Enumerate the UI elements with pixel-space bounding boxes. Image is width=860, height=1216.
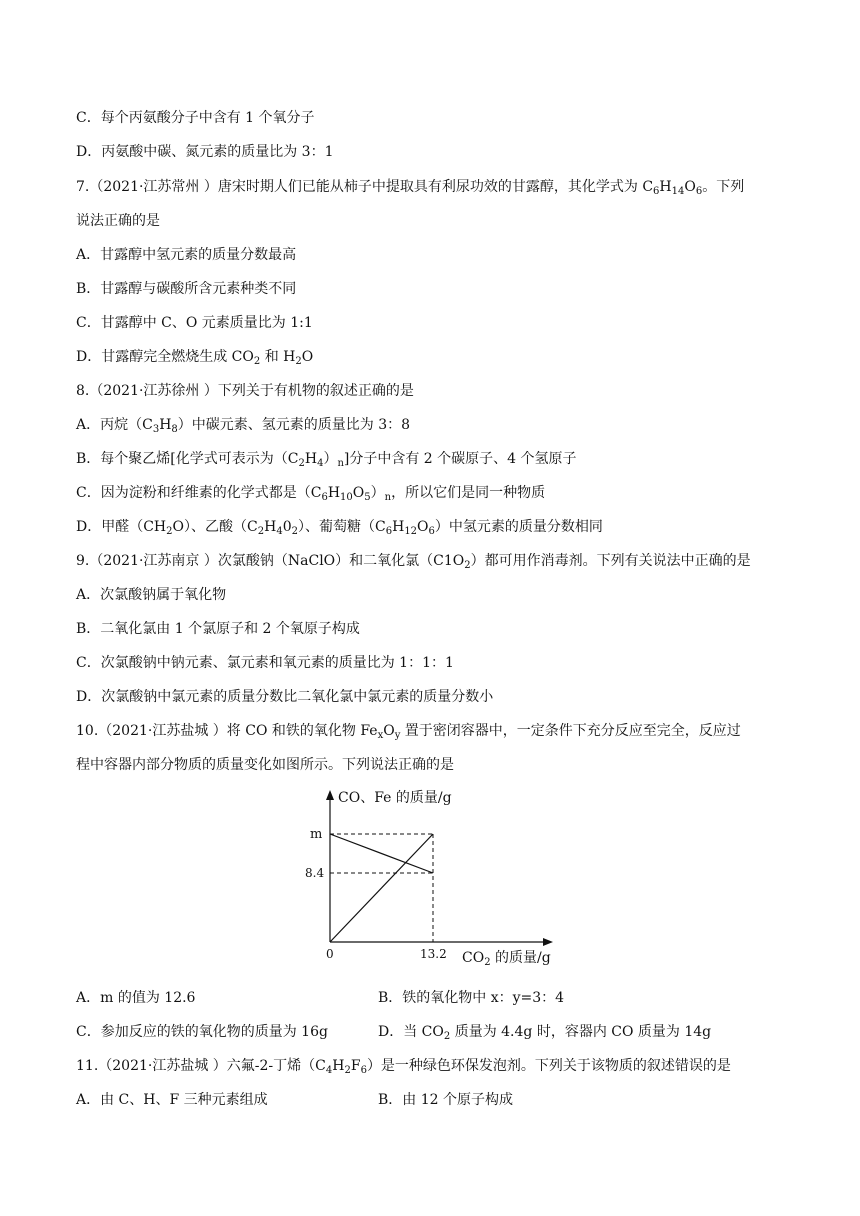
co-mass-line xyxy=(330,834,433,873)
q7-stem xyxy=(76,177,744,197)
subscript: y xyxy=(394,730,401,741)
text-run: 。下列 xyxy=(702,179,745,195)
q10-option-c xyxy=(76,1022,328,1042)
subscript: 12 xyxy=(404,526,418,537)
text-run: 程中容器内部分物质的质量变化如图所示。下列说法正确的是 xyxy=(76,757,454,773)
q10-option-b xyxy=(378,988,564,1008)
text-run: 和 H xyxy=(260,349,296,365)
q9-option-c xyxy=(76,653,454,673)
q11-stem xyxy=(76,1056,731,1076)
text-run: D．次氯酸钠中氯元素的质量分数比二氧化氯中氯元素的质量分数小 xyxy=(76,689,494,705)
text-run: H xyxy=(327,485,341,501)
y-axis-label: CO、Fe 的质量/g xyxy=(338,790,452,806)
q7-option-b xyxy=(76,279,296,299)
text-run: 9.（2021·江苏南京 ）次氯酸钠（NaClO）和二氧化氯（C1O xyxy=(76,553,465,569)
q11-option-a xyxy=(76,1090,268,1110)
subscript: 2 xyxy=(464,560,471,571)
subscript: 2 xyxy=(291,526,298,537)
text-run: ，所以它们是同一种物质 xyxy=(391,485,546,501)
text-run: H xyxy=(304,451,318,467)
q8-stem xyxy=(76,381,414,401)
text-run: 质量为 4.4g 时，容器内 CO 质量为 14g xyxy=(450,1024,712,1040)
text-run: A．m 的值为 12.6 xyxy=(76,990,196,1006)
subscript: n xyxy=(337,458,344,469)
q8-option-a xyxy=(76,415,410,435)
text-run: H xyxy=(159,417,172,433)
text-run: H xyxy=(264,519,277,535)
subscript: x xyxy=(377,730,384,741)
q8-option-b xyxy=(76,449,577,469)
q7-option-d xyxy=(76,347,313,367)
text-run: ） xyxy=(370,485,385,501)
q6-option-d xyxy=(76,142,334,162)
tick-13.2: 13.2 xyxy=(420,947,447,961)
text-run: ）中碳元素、氢元素的质量比为 3：8 xyxy=(177,417,411,433)
tick-8.4: 8.4 xyxy=(305,866,325,880)
fe-mass-line xyxy=(330,834,433,942)
subscript: 8 xyxy=(171,424,178,435)
text-run: F xyxy=(350,1058,361,1074)
q10-option-d xyxy=(378,1022,711,1042)
text-run: A．由 C、H、F 三种元素组成 xyxy=(76,1092,268,1108)
tick-m: m xyxy=(310,827,323,842)
subscript: 5 xyxy=(364,492,371,503)
text-run: A．次氯酸钠属于氧化物 xyxy=(76,587,227,603)
text-run: A．丙烷（C xyxy=(76,417,153,433)
subscript: 2 xyxy=(166,526,173,537)
x-axis-label: $CO_2$ 的质量/g xyxy=(462,950,551,968)
q10-option-a xyxy=(76,988,195,1008)
q11-option-b xyxy=(378,1090,513,1110)
subscript: 4 xyxy=(325,1065,333,1076)
text-run: ） xyxy=(323,451,338,467)
q9-option-d xyxy=(76,687,493,707)
subscript: 2 xyxy=(295,356,302,367)
q8-option-d xyxy=(76,517,603,537)
text-run: C．参加反应的铁的氧化物的质量为 16g xyxy=(76,1024,328,1040)
text-run: 置于密闭容器中，一定条件下充分反应至完全，反应过 xyxy=(400,723,741,739)
text-run: 0 xyxy=(282,519,292,535)
text-run: C．每个丙氨酸分子中含有 1 个氧分子 xyxy=(76,110,315,126)
text-run: O xyxy=(301,349,314,365)
subscript: 3 xyxy=(152,424,160,435)
subscript: n xyxy=(384,492,392,503)
subscript: 6 xyxy=(695,186,703,197)
x-axis-arrow xyxy=(543,938,553,946)
text-run: B．由 12 个原子构成 xyxy=(378,1092,514,1108)
text-run: D．丙氨酸中碳、氮元素的质量比为 3：1 xyxy=(76,144,334,160)
q7-option-c xyxy=(76,313,313,333)
origin-label: 0 xyxy=(326,947,334,961)
text-run: O xyxy=(352,485,365,501)
text-run: H xyxy=(332,1058,345,1074)
text-run: 7.（2021·江苏常州 ）唐宋时期人们已能从柿子中提取具有利尿功效的甘露醇，其化学式为 C xyxy=(76,179,654,195)
subscript: 2 xyxy=(253,356,261,367)
q9-option-b xyxy=(76,619,360,639)
subscript: 2 xyxy=(257,526,265,537)
subscript: 6 xyxy=(653,186,660,197)
text-run: O xyxy=(684,179,696,195)
text-run: B．铁的氧化物中 x：y=3：4 xyxy=(378,990,565,1006)
subscript: 6 xyxy=(321,492,328,503)
subscript: 4 xyxy=(317,458,324,469)
text-run: 说法正确的是 xyxy=(76,213,160,229)
text-run: O）、乙酸（C xyxy=(172,519,258,535)
subscript: 2 xyxy=(298,458,305,469)
y-axis-arrow xyxy=(326,790,334,800)
text-run: B．二氧化氯由 1 个氯原子和 2 个氧原子构成 xyxy=(76,621,360,637)
subscript: 10 xyxy=(340,492,353,503)
text-run: C．次氯酸钠中钠元素、氯元素和氧元素的质量比为 1：1：1 xyxy=(76,655,454,671)
text-run: A．甘露醇中氢元素的质量分数最高 xyxy=(76,247,297,263)
text-run: ）、葡萄糖（C xyxy=(298,519,386,535)
q6-option-c xyxy=(76,108,315,128)
text-run: C．因为淀粉和纤维素的化学式都是（C xyxy=(76,485,322,501)
text-run: ）是一种绿色环保发泡剂。下列关于该物质的叙述错误的是 xyxy=(366,1058,731,1074)
subscript: 6 xyxy=(360,1065,367,1076)
text-run: O xyxy=(417,519,429,535)
subscript: 4 xyxy=(276,526,283,537)
text-run: D．当 CO xyxy=(378,1024,444,1040)
q9-option-a xyxy=(76,585,226,605)
text-run: 11.（2021·江苏盐城 ）六氟-2-丁烯（C xyxy=(76,1058,326,1074)
text-run: ）都可用作消毒剂。下列有关说法中正确的是 xyxy=(470,553,751,569)
text-run: ）中氢元素的质量分数相同 xyxy=(434,519,603,535)
q10-stem xyxy=(76,721,741,741)
text-run: D．甲醛（CH xyxy=(76,519,167,535)
q7-option-a xyxy=(76,245,296,265)
text-run: 8.（2021·江苏徐州 ）下列关于有机物的叙述正确的是 xyxy=(76,383,414,399)
q10-figure xyxy=(300,782,570,972)
text-run: O xyxy=(383,723,395,739)
text-run: B．甘露醇与碳酸所含元素种类不同 xyxy=(76,281,297,297)
q9-stem xyxy=(76,551,751,571)
subscript: 6 xyxy=(428,526,435,537)
text-run: H xyxy=(392,519,405,535)
text-run: 10.（2021·江苏盐城 ）将 CO 和铁的氧化物 Fe xyxy=(76,723,378,739)
text-run: D．甘露醇完全燃烧生成 CO xyxy=(76,349,254,365)
text-run: H xyxy=(659,179,672,195)
subscript: 2 xyxy=(344,1065,351,1076)
text-run: B．每个聚乙烯[化学式可表示为（C xyxy=(76,451,299,467)
text-run: C．甘露醇中 C、O 元素质量比为 1:1 xyxy=(76,315,313,331)
subscript: 6 xyxy=(385,526,393,537)
q10-stem-cont xyxy=(76,755,454,775)
text-run: ]分子中含有 2 个碳原子、4 个氢原子 xyxy=(343,451,577,467)
q7-stem-cont xyxy=(76,211,160,231)
subscript: 14 xyxy=(671,186,685,197)
subscript: 2 xyxy=(443,1031,451,1042)
q8-option-c xyxy=(76,483,545,503)
